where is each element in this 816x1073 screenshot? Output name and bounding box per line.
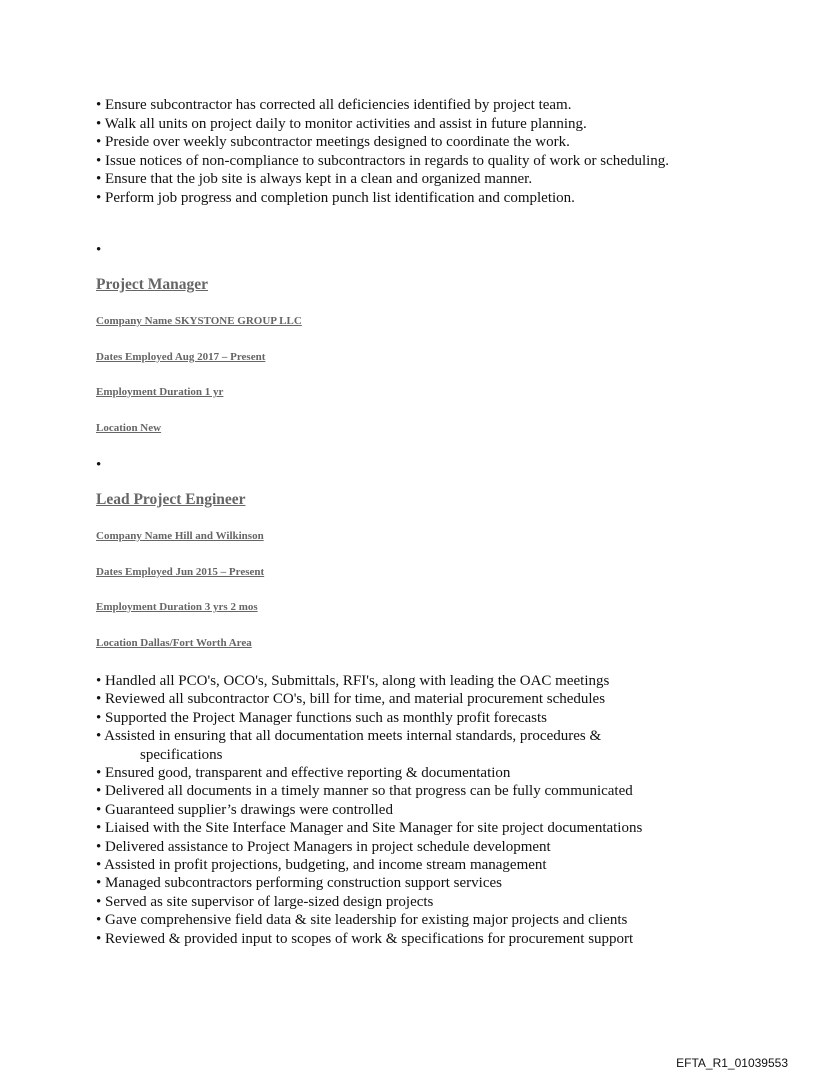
list-item: • Gave comprehensive field data & site leadership for existing major projects and clients bbox=[96, 912, 628, 929]
list-item: • Managed subcontractors performing construction support services bbox=[96, 875, 502, 892]
list-item: • Preside over weekly subcontractor meetings designed to coordinate the work. bbox=[96, 134, 570, 150]
job-company[interactable]: Company Name Hill and Wilkinson bbox=[96, 530, 264, 542]
list-item: • Delivered assistance to Project Managers in project schedule development bbox=[96, 838, 551, 855]
job-dates[interactable]: Dates Employed Jun 2015 – Present bbox=[96, 566, 265, 578]
list-item: • Ensure subcontractor has corrected all deficiencies identified by project team. bbox=[96, 97, 572, 113]
list-item: • Ensure that the job site is always kept in a clean and organized manner. bbox=[96, 171, 533, 187]
list-item: • Assisted in profit projections, budgeting, and income stream management bbox=[96, 857, 547, 874]
bullet-dot: • bbox=[96, 242, 102, 258]
list-item: • Assisted in ensuring that all documentation meets internal standards, procedures & bbox=[96, 728, 602, 745]
list-item: • Supported the Project Manager functions such as monthly profit forecasts bbox=[96, 709, 547, 726]
job-duration[interactable]: Employment Duration 1 yr bbox=[96, 386, 224, 398]
job-company[interactable]: Company Name SKYSTONE GROUP LLC bbox=[96, 315, 302, 327]
list-item: • Handled all PCO's, OCO's, Submittals, RFI's, along with leading the OAC meetings bbox=[96, 673, 610, 689]
job-location[interactable]: Location New bbox=[96, 422, 162, 434]
list-item: • Reviewed all subcontractor CO's, bill for time, and material procurement schedules bbox=[96, 691, 606, 708]
list-item-continuation: specifications bbox=[140, 746, 223, 763]
list-item: • Ensured good, transparent and effective reporting & documentation bbox=[96, 765, 511, 782]
list-item: • Served as site supervisor of large-sized design projects bbox=[96, 893, 434, 910]
job-duration[interactable]: Employment Duration 3 yrs 2 mos bbox=[96, 601, 258, 613]
document-id-footer: EFTA_R1_01039553 bbox=[676, 1056, 788, 1070]
list-item: • Guaranteed supplier’s drawings were controlled bbox=[96, 801, 393, 818]
top-responsibilities-list bbox=[96, 96, 796, 207]
list-item: • Issue notices of non-compliance to subcontractors in regards to quality of work or scheduling. bbox=[96, 152, 670, 169]
list-item: • Delivered all documents in a timely manner so that progress can be fully communicated bbox=[96, 783, 633, 800]
list-item: • Walk all units on project daily to monitor activities and assist in future planning. bbox=[96, 115, 587, 132]
duties-list bbox=[96, 672, 796, 948]
list-item: • Perform job progress and completion punch list identification and completion. bbox=[96, 189, 575, 206]
job-location[interactable]: Location Dallas/Fort Worth Area bbox=[96, 637, 252, 649]
bullet-dot: • bbox=[96, 457, 102, 473]
job-dates[interactable]: Dates Employed Aug 2017 – Present bbox=[96, 351, 266, 363]
job-title-lead-project-engineer[interactable]: Lead Project Engineer bbox=[96, 491, 246, 508]
list-item: • Liaised with the Site Interface Manager and Site Manager for site project documentations bbox=[96, 820, 643, 837]
job-title-project-manager[interactable]: Project Manager bbox=[96, 276, 209, 293]
list-item: • Reviewed & provided input to scopes of work & specifications for procurement support bbox=[96, 930, 634, 947]
